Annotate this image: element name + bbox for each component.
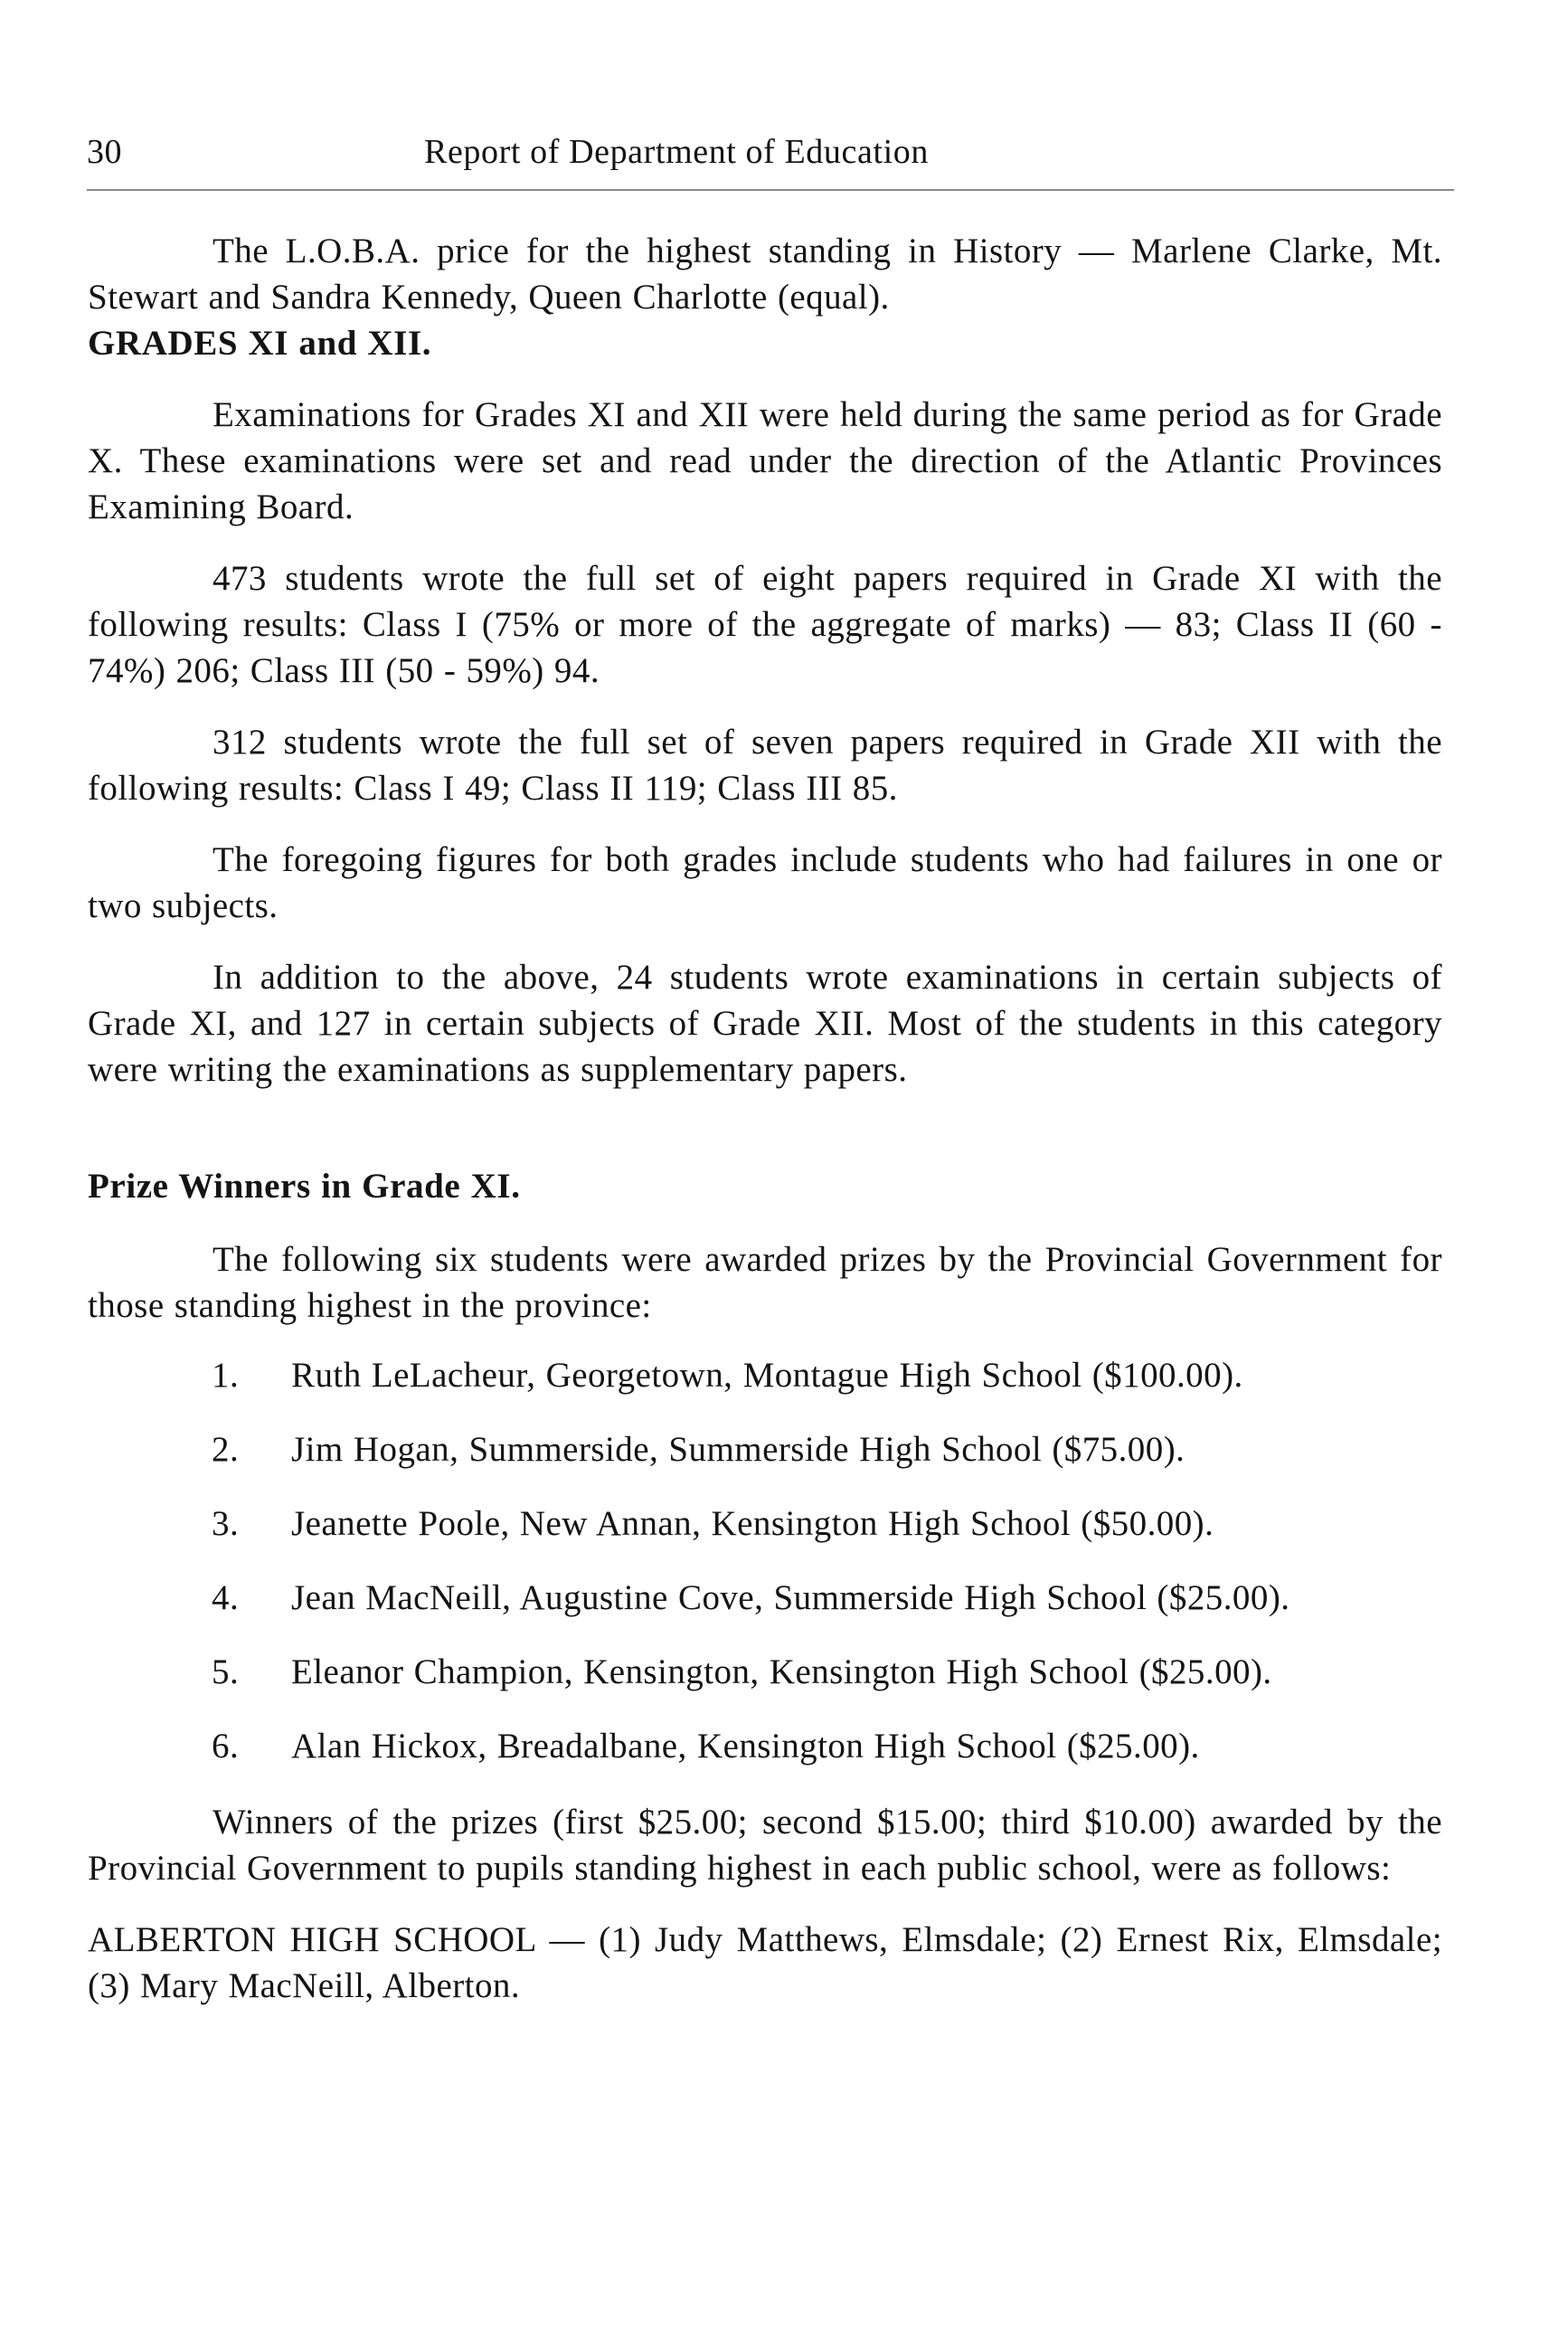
prize-winner-text: Alan Hickox, Breadalbane, Kensington High School ($25.00). bbox=[291, 1727, 1200, 1766]
prize-intro-paragraph: The following six students were awarded prizes by the Provincial Government for those standing highest in the province: bbox=[88, 1240, 1442, 1325]
header-rule bbox=[87, 189, 1454, 191]
list-number: 1. bbox=[212, 1356, 240, 1395]
list-number: 3. bbox=[212, 1504, 240, 1543]
prize-winner-item bbox=[88, 1428, 1442, 1472]
grades-heading: GRADES XI and XII. bbox=[88, 324, 432, 363]
list-number: 2. bbox=[212, 1430, 240, 1469]
body-paragraph: 312 students wrote the full set of seven papers required in Grade XII with the following results: Class I 49; Class II 119; Class III 85. bbox=[88, 723, 1442, 808]
body-paragraph: Examinations for Grades XI and XII were held during the same period as for Grade X. These examinations were set and read under the direction of the Atlantic Provinces Examining Board. bbox=[88, 395, 1442, 526]
body-paragraph: The foregoing figures for both grades include students who had failures in one or two subjects. bbox=[88, 840, 1442, 925]
prize-heading: Prize Winners in Grade XI. bbox=[88, 1167, 521, 1206]
prize-winner-text: Jim Hogan, Summerside, Summerside High School ($75.00). bbox=[291, 1430, 1185, 1469]
prize-winner-item bbox=[88, 1576, 1442, 1620]
prize-winner-text: Jean MacNeill, Augustine Cove, Summerside High School ($25.00). bbox=[291, 1578, 1290, 1617]
document-body bbox=[88, 228, 1442, 2034]
prize-winner-list bbox=[88, 1354, 1442, 1768]
page-header bbox=[87, 127, 1452, 190]
page-number: 30 bbox=[87, 133, 122, 171]
school-result-entry: ALBERTON HIGH SCHOOL — (1) Judy Matthews, Elmsdale; (2) Ernest Rix, Elmsdale; (3) Mary MacNeill, Alberton. bbox=[88, 1920, 1442, 2005]
prize-winner-text: Jeanette Poole, New Annan, Kensington High School ($50.00). bbox=[291, 1504, 1214, 1543]
list-number: 5. bbox=[212, 1652, 240, 1691]
history-prize-paragraph: The L.O.B.A. price for the highest standing in History — Marlene Clarke, Mt. Stewart and Sandra Kennedy, Queen Charlotte (equal). bbox=[88, 232, 1442, 317]
body-paragraph: 473 students wrote the full set of eight papers required in Grade XI with the following results: Class I (75% or more of the aggregate of marks) — 83; Class II (60 - 74%) 206; Class III (50 - 59%) 94. bbox=[88, 559, 1442, 690]
prize-winner-item bbox=[88, 1502, 1442, 1546]
school-prizes-intro: Winners of the prizes (first $25.00; second $15.00; third $10.00) awarded by the Provincial Government to pupils standing highest in each public school, were as follows: bbox=[88, 1803, 1442, 1888]
prize-winner-text: Ruth LeLacheur, Georgetown, Montague High School ($100.00). bbox=[291, 1356, 1243, 1395]
prize-winner-item bbox=[88, 1354, 1442, 1397]
running-title: Report of Department of Education bbox=[424, 133, 929, 171]
list-number: 4. bbox=[212, 1578, 240, 1617]
body-paragraph: In addition to the above, 24 students wrote examinations in certain subjects of Grade XI, and 127 in certain subjects of Grade XII. Most of the students in this category were writing the examinations as supplementary papers. bbox=[88, 958, 1442, 1089]
list-number: 6. bbox=[212, 1727, 240, 1766]
prize-winner-item bbox=[88, 1725, 1442, 1768]
prize-winner-item bbox=[88, 1651, 1442, 1694]
prize-winner-text: Eleanor Champion, Kensington, Kensington High School ($25.00). bbox=[291, 1652, 1272, 1691]
